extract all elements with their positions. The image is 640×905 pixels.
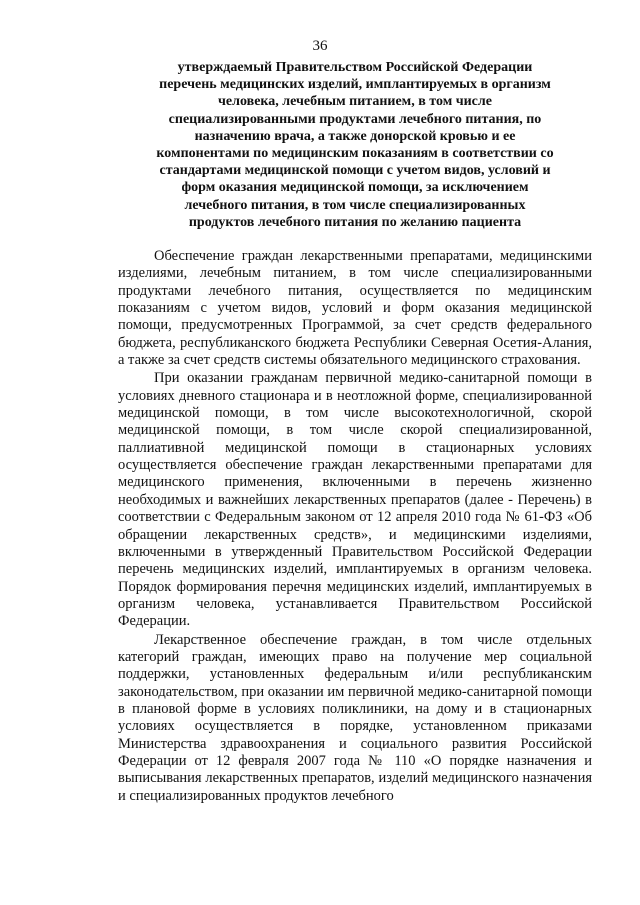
heading-line: лечебного питания, в том числе специализированных: [184, 197, 526, 213]
heading-line: перечень медицинских изделий, имплантируемых в организм: [159, 77, 551, 93]
paragraph-outpatient-medication: Лекарственное обеспечение граждан, в том числе отдельных категорий граждан, имеющих право на получение мер социальной поддержки, установленных федеральным и/или республиканским законодательством, при оказании им первичной медико-санитарной помощи в плановой форме в условиях поликлиники, на дому и в стационарных условиях осуществляется в порядке, установленном приказами Министерства здравоохранения и социального развития Российской Федерации от 12 февраля 2007 года № 110 «О порядке назначения и выписывания лекарственных препаратов, изделий медицинского назначения и специализированных продуктов лечебного: [118, 631, 592, 804]
page-number: 36: [312, 38, 328, 54]
heading-line: компонентами по медицинским показаниям в соответствии со: [156, 146, 554, 162]
heading-line: человека, лечебным питанием, в том числе: [218, 94, 492, 110]
paragraph-inpatient-medication: При оказании гражданам первичной медико-санитарной помощи в условиях дневного стационара и в неотложной форме, специализированной медицинской помощи, в том числе высокотехнологичной, скорой медицинской помощи, в том числе скорой специализированной, паллиативной медицинской помощи в стационарных условиях осуществляется обеспечение граждан лекарственными препаратами для медицинского применения, включенными в перечень жизненно необходимых и важнейших лекарственных препаратов (далее - Перечень) в соответствии с Федеральным законом от 12 апреля 2010 года № 61-ФЗ «Об обращении лекарственных средств», и медицинскими изделиями, включенными в утвержденный Правительством Российской Федерации перечень медицинских изделий, имплантируемых в организм человека. Порядок формирования перечня медицинских изделий, имплантируемых в организм человека, устанавливается Правительством Российской Федерации.: [118, 370, 592, 630]
section-heading: [118, 59, 592, 231]
heading-line: продуктов лечебного питания по желанию пациента: [188, 214, 522, 230]
document-body: [118, 248, 592, 805]
paragraph-medication-provision: Обеспечение граждан лекарственными препаратами, медицинскими изделиями, лечебным питанием, в том числе специализированными продуктами лечебного питания, осуществляется по медицинским показаниям с учетом видов, условий и форм оказания медицинской помощи, предусмотренных Программой, за счет средств федерального бюджета, республиканского бюджета Республики Северная Осетия-Алания, а также за счет средств системы обязательного медицинского страхования.: [118, 248, 592, 369]
heading-line: стандартами медицинской помощи с учетом видов, условий и: [159, 163, 551, 179]
heading-line: форм оказания медицинской помощи, за исключением: [181, 180, 529, 196]
heading-line: утверждаемый Правительством Российской Федерации: [177, 60, 533, 75]
heading-line: назначению врача, а также донорской кровью и ее: [194, 128, 516, 144]
heading-line: специализированными продуктами лечебного питания, по: [168, 111, 542, 127]
